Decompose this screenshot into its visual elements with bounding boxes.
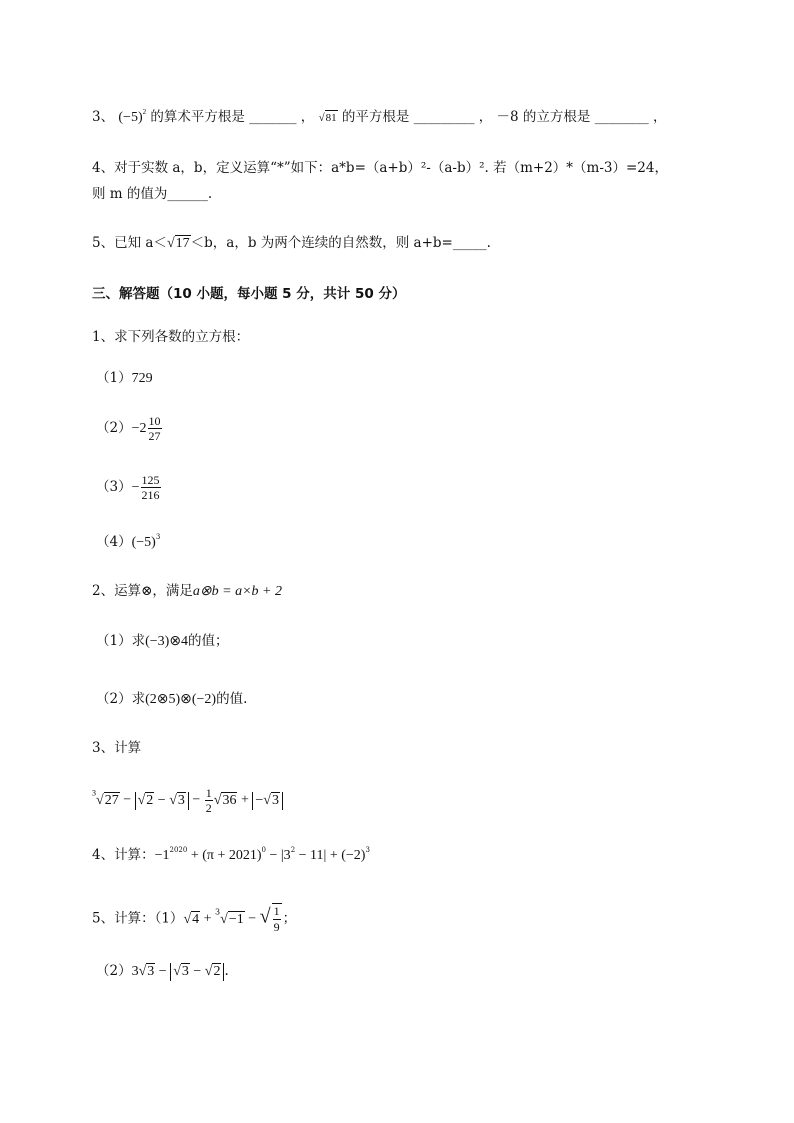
cube-root-neg1: √−1: [220, 911, 244, 927]
coefficient: 3: [131, 964, 139, 979]
exponent: 0: [261, 846, 266, 854]
operation-definition: a⊗b = a×b + 2: [192, 584, 282, 599]
operator: −: [189, 964, 205, 979]
section-heading: 三、解答题（10 小题，每小题 5 分，共计 50 分）: [92, 286, 406, 302]
problem-1-title: 1、求下列各数的立方根：: [92, 329, 250, 345]
absolute-value: √3 − √2: [170, 963, 224, 981]
question-text: 的算术平方根是: [150, 109, 245, 125]
exponent: 2: [290, 846, 296, 854]
absolute-value-2: −√3: [252, 792, 283, 810]
radicand: 4: [192, 911, 200, 927]
operator: −: [154, 792, 170, 808]
separator: ；: [282, 910, 297, 927]
separator: .: [224, 963, 229, 979]
item-label: （2）: [96, 963, 132, 979]
question-text: 的值；: [188, 633, 229, 649]
problem-3-title: 3、计算: [92, 740, 142, 756]
exponent: 2020: [169, 846, 188, 854]
expression-neg5-squared: $(-5)^2$: [118, 108, 147, 125]
fraction: [141, 473, 161, 502]
radicand: 17: [175, 236, 190, 251]
fill-question-3: [92, 107, 667, 128]
radicand: 3: [181, 964, 189, 979]
fill-question-4-line-2: 则 m 的值为______.: [92, 186, 213, 202]
item-label: （4）: [96, 534, 132, 550]
item-sign: −: [131, 480, 140, 495]
problem-5-sub-1: [92, 903, 296, 935]
numerator: 1: [273, 904, 280, 918]
denominator: 9: [273, 920, 280, 934]
radicand: 2: [213, 964, 221, 979]
expression: (2⊗5)⊗(−2): [145, 692, 217, 707]
problem-2-sub-1: [96, 631, 229, 652]
answer-blank: ________: [594, 109, 649, 125]
question-text: 2、运算⊗，满足: [92, 583, 193, 599]
denominator: 27: [148, 429, 161, 443]
operator: +: [200, 911, 216, 927]
question-text: －8 的立方根是: [496, 109, 591, 125]
denominator: 216: [141, 488, 160, 502]
cube-root-27: √27: [96, 792, 119, 808]
question-text: 的平方根是: [341, 109, 410, 125]
radicand: 27: [104, 792, 119, 808]
item-label: （3）: [96, 479, 132, 495]
numerator: 10: [148, 414, 161, 428]
fill-question-4-line-1: 4、对于实数 a，b，定义运算“*”如下：a*b=（a+b）²-（a-b）². 若（m+2）*（m-3）=24，: [92, 160, 668, 176]
radicand: 3: [147, 964, 155, 979]
radicand: 81: [325, 112, 337, 124]
problem-1-item-4: [96, 532, 160, 553]
problem-1-item-3: [96, 473, 162, 502]
question-text: ＜b，a，b 为两个连续的自然数，则 a+b=_____.: [190, 235, 491, 251]
term: − |3: [265, 848, 291, 863]
radicand: 3: [271, 792, 279, 808]
question-text: 4、计算：: [92, 847, 155, 863]
term: −1: [154, 848, 170, 863]
fill-question-5: [92, 233, 491, 254]
question-text: 5、已知 a＜: [92, 235, 167, 251]
root-index: 3: [92, 788, 96, 798]
expression: (−3)⊗4: [145, 634, 189, 649]
question-text: 5、计算：（1）: [92, 910, 184, 927]
numerator: 1: [205, 786, 212, 800]
separator: ，: [300, 109, 315, 125]
item-value: (−5): [131, 535, 156, 550]
item-label: （2）求: [96, 691, 146, 707]
sqrt-36: √36: [213, 792, 237, 808]
fraction: [272, 903, 282, 935]
separator: ，: [653, 109, 667, 125]
operator: −: [244, 911, 260, 927]
term: + (π + 2021): [187, 848, 262, 863]
problem-2-sub-2: [96, 689, 247, 710]
item-value: 729: [131, 371, 153, 386]
operator: −: [188, 792, 204, 808]
separator: ，: [478, 109, 493, 125]
sqrt-3: √3: [138, 964, 155, 979]
sqrt-one-ninth: √: [259, 905, 271, 928]
radicand: −1: [228, 911, 244, 927]
sqrt-81: √81: [318, 112, 337, 124]
sqrt-4: √4: [183, 911, 200, 927]
problem-1-item-1: [96, 368, 153, 389]
item-label: （2）: [96, 420, 132, 436]
exponent: 3: [365, 846, 370, 854]
operator: −: [155, 964, 171, 979]
problem-2-title: [92, 581, 282, 602]
problem-1-item-2: [96, 414, 163, 443]
problem-3-expression: [92, 786, 283, 815]
numerator: 125: [141, 473, 160, 487]
absolute-value-1: √2 − √3: [135, 792, 189, 810]
denominator: 2: [205, 801, 212, 815]
question-text: 的值.: [216, 691, 248, 707]
item-sign: −2: [131, 421, 147, 436]
item-label: （1）求: [96, 633, 146, 649]
radicand: 3: [177, 792, 185, 808]
operator: +: [237, 792, 253, 808]
problem-4: [92, 845, 370, 866]
sqrt-17: √17: [166, 236, 190, 251]
term: − 11| + (−2): [295, 848, 366, 863]
item-label: （1）: [96, 370, 132, 386]
fraction-half: [205, 786, 213, 815]
operator: −: [119, 792, 135, 808]
operator: −: [255, 792, 264, 808]
root-index: 3: [215, 907, 221, 917]
exponent: 3: [155, 533, 161, 541]
problem-5-sub-2: [96, 961, 229, 982]
radicand: 36: [222, 792, 237, 808]
answer-blank: _________: [413, 109, 475, 125]
fraction: [148, 414, 162, 443]
answer-blank: _______: [249, 109, 297, 125]
radicand: 2: [146, 792, 154, 808]
question-number: 3、: [92, 109, 115, 125]
